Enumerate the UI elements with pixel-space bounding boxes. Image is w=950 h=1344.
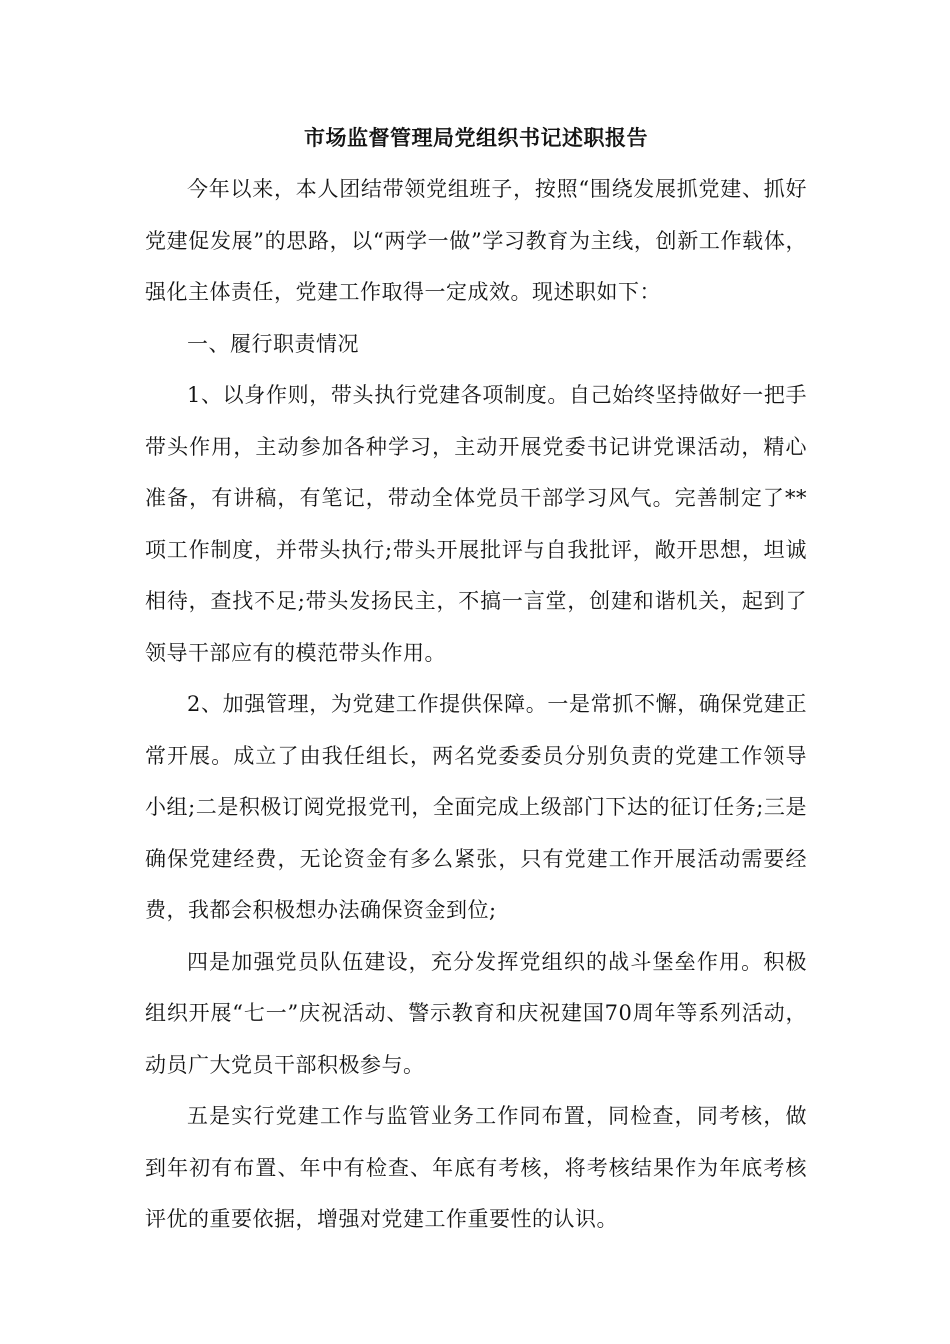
section-heading-duties: 一、履行职责情况 (187, 331, 359, 356)
paragraph-item-2: 2、加强管理，为党建工作提供保障。一是常抓不懈，确保党建正常开展。成立了由我任组长，两名党委委员分别负责的党建工作领导小组;二是积极订阅党报党刊，全面完成上级部门下达的征订任务;三是确保党建经费，无论资金有多么紧张，只有党建工作开展活动需要经费，我都会积极想办法确保资金到位; (145, 692, 807, 922)
paragraph-item-1: 1、以身作则，带头执行党建各项制度。自己始终坚持做好一把手带头作用，主动参加各种学习，主动开展党委书记讲党课活动，精心准备，有讲稿，有笔记，带动全体党员干部学习风气。完善制定了**项工作制度，并带头执行;带头开展批评与自我批评，敞开思想，坦诚相待，查找不足;带头发扬民主，不搞一言堂，创建和谐机关，起到了领导干部应有的模范带头作用。 (145, 383, 807, 665)
document-body (145, 112, 807, 1246)
paragraph-intro: 今年以来，本人团结带领党组班子，按照“围绕发展抓党建、抓好党建促发展”的思路，以“两学一做”学习教育为主线，创新工作载体，强化主体责任，党建工作取得一定成效。现述职如下： (145, 177, 807, 304)
paragraph-item-4: 四是加强党员队伍建设，充分发挥党组织的战斗堡垒作用。积极组织开展“七一”庆祝活动、警示教育和庆祝建国70周年等系列活动，动员广大党员干部积极参与。 (145, 949, 807, 1077)
document-title: 市场监督管理局党组织书记述职报告 (304, 125, 648, 150)
paragraph-item-5: 五是实行党建工作与监管业务工作同布置，同检查，同考核，做到年初有布置、年中有检查、年底有考核，将考核结果作为年底考核评优的重要依据，增强对党建工作重要性的认识。 (145, 1104, 807, 1231)
